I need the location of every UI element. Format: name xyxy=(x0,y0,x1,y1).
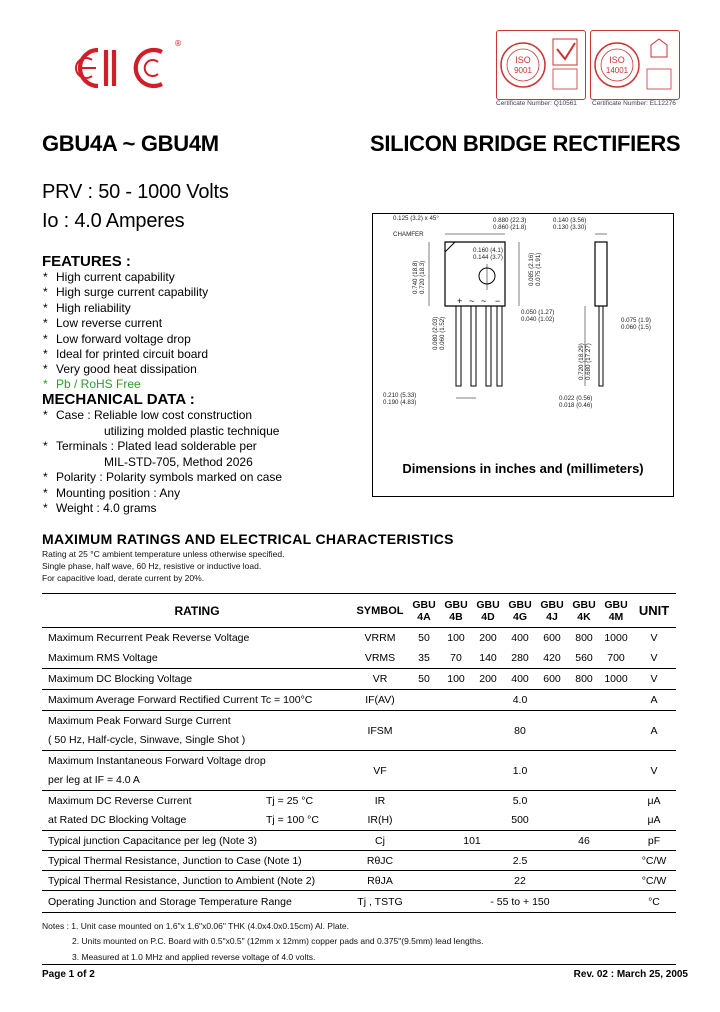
part-header: GBU 4A xyxy=(408,594,440,628)
table-row: Typical Thermal Resistance, Junction to Ambient (Note 2) RθJA 22 °C/W xyxy=(42,871,676,891)
table-row: Operating Junction and Storage Temperature Range Tj , TSTG - 55 to + 150 °C xyxy=(42,891,676,913)
features-list xyxy=(42,270,208,390)
io-spec: Io : 4.0 Amperes xyxy=(42,210,185,232)
list-item: * Mounting position : Any xyxy=(42,486,282,502)
svg-text:0.160 (4.1): 0.160 (4.1) xyxy=(473,247,503,254)
rating-header: RATING xyxy=(42,594,352,628)
registered-mark: ® xyxy=(174,39,182,48)
table-row: Maximum RMS Voltage VRMS 35 70 140 280 420 560 700 V xyxy=(48,652,658,665)
svg-text:0.018 (0.46): 0.018 (0.46) xyxy=(559,402,593,409)
svg-text:0.050 (1.27): 0.050 (1.27) xyxy=(521,309,555,316)
part-header: GBU 4K xyxy=(568,594,600,628)
svg-text:0.125 (3.2) x 45°: 0.125 (3.2) x 45° xyxy=(393,215,439,222)
rating-note: For capacitive load, derate current by 20%. xyxy=(42,573,205,583)
list-item-rohs: * Pb / RoHS Free xyxy=(42,378,208,390)
mechanical-list xyxy=(42,408,282,517)
svg-text:0.060 (1.5): 0.060 (1.5) xyxy=(621,324,651,331)
list-item: * High current capability xyxy=(42,270,208,285)
svg-text:0.880 (22.3): 0.880 (22.3) xyxy=(493,217,527,224)
svg-text:ISO: ISO xyxy=(515,55,531,65)
page-title: SILICON BRIDGE RECTIFIERS xyxy=(370,131,681,156)
mechanical-heading: MECHANICAL DATA : xyxy=(42,391,195,408)
svg-text:0.740 (18.8): 0.740 (18.8) xyxy=(412,260,419,294)
svg-text:0.075 (1.91): 0.075 (1.91) xyxy=(535,252,542,286)
table-row: Typical junction Capacitance per leg (Note 3) Cj 101 46 pF xyxy=(42,831,676,851)
note-line: 2. Units mounted on P.C. Board with 0.5"x0.5" (12mm x 12mm) copper pads and 0.375"(9.5mm) lead lengths. xyxy=(72,936,484,946)
table-row: Maximum Recurrent Peak Reverse Voltage VRRM 50 100 200 400 600 800 1000 V xyxy=(42,628,676,649)
note-line: Notes : 1. Unit case mounted on 1.6"x 1.6"x0.06" THK (4.0x4.0x0.15cm) Al. Plate. xyxy=(42,921,350,931)
svg-text:0.720 (18.3): 0.720 (18.3) xyxy=(419,260,426,294)
ratings-heading: MAXIMUM RATINGS AND ELECTRICAL CHARACTERISTICS xyxy=(42,531,454,547)
svg-text:0.022 (0.56): 0.022 (0.56) xyxy=(559,395,593,402)
svg-text:0.080 (2.03): 0.080 (2.03) xyxy=(432,316,439,350)
part-header: GBU 4D xyxy=(472,594,504,628)
list-item: * Very good heat dissipation xyxy=(42,362,208,377)
list-item: * Terminals : Plated lead solderable per xyxy=(42,439,282,455)
list-item: * High surge current capability xyxy=(42,285,208,300)
part-header: GBU 4J xyxy=(536,594,568,628)
part-number: GBU4A ~ GBU4M xyxy=(42,131,219,156)
iso-9001-badge xyxy=(496,30,586,100)
table-row: Typical Thermal Resistance, Junction to Case (Note 1) RθJC 2.5 °C/W xyxy=(42,851,676,871)
list-item: * High reliability xyxy=(42,301,208,316)
svg-text:0.720 (18.29): 0.720 (18.29) xyxy=(578,343,585,380)
svg-text:ISO: ISO xyxy=(609,55,625,65)
svg-text:0.860 (21.8): 0.860 (21.8) xyxy=(493,224,527,231)
cert-caption: Certificate Number: EL12276 xyxy=(592,100,676,107)
list-item: * Case : Reliable low cost construction xyxy=(42,408,282,424)
dimension-caption: Dimensions in inches and (millimeters) xyxy=(402,461,644,476)
note-line: 3. Measured at 1.0 MHz and applied reverse voltage of 4.0 volts. xyxy=(72,952,316,962)
table-row: Maximum Instantaneous Forward Voltage drop per leg at IF = 4.0 A VF 1.0 V xyxy=(42,751,676,791)
list-item: * Low reverse current xyxy=(42,316,208,331)
list-item: * Ideal for printed circuit board xyxy=(42,347,208,362)
svg-text:0.130 (3.30): 0.130 (3.30) xyxy=(553,224,587,231)
svg-text:~: ~ xyxy=(481,296,487,306)
table-row: Maximum DC Blocking Voltage VR 50 100 200 400 600 800 1000 V xyxy=(42,669,676,690)
footer-divider xyxy=(42,964,676,965)
part-header: GBU 4M xyxy=(600,594,632,628)
part-header: GBU 4G xyxy=(504,594,536,628)
unit-header: UNIT xyxy=(632,594,676,628)
svg-text:0.680 (17.27): 0.680 (17.27) xyxy=(585,343,592,380)
svg-text:0.190 (4.83): 0.190 (4.83) xyxy=(383,399,417,406)
table-header-row xyxy=(42,594,676,628)
table-row: Maximum DC Reverse Current Tj = 25 °C IR 5.0 μA xyxy=(42,791,676,811)
svg-text:14001: 14001 xyxy=(605,66,629,75)
svg-text:0.060 (1.52): 0.060 (1.52) xyxy=(439,316,446,350)
svg-text:0.040 (1.02): 0.040 (1.02) xyxy=(521,316,555,323)
svg-text:0.075 (1.9): 0.075 (1.9) xyxy=(621,317,651,324)
list-item: MIL-STD-705, Method 2026 xyxy=(104,454,253,469)
rating-note: Single phase, half wave, 60 Hz, resistive or inductive load. xyxy=(42,561,262,571)
table-row: at Rated DC Blocking Voltage Tj = 100 °C IR(H) 500 μA xyxy=(48,814,661,827)
svg-text:0.144 (3.7): 0.144 (3.7) xyxy=(473,254,503,261)
svg-text:CHAMFER: CHAMFER xyxy=(393,231,424,238)
revision-date: Rev. 02 : March 25, 2005 xyxy=(573,969,688,980)
table-row: Maximum Peak Forward Surge Current ( 50 Hz, Half-cycle, Sinwave, Single Shot ) IFSM 80 A xyxy=(42,711,676,751)
svg-text:+: + xyxy=(457,296,463,306)
svg-text:0.085 (2.16): 0.085 (2.16) xyxy=(528,252,535,286)
dimension-drawing xyxy=(372,213,674,497)
svg-text:0.210 (5.33): 0.210 (5.33) xyxy=(383,392,417,399)
list-item: * Weight : 4.0 grams xyxy=(42,501,282,517)
svg-text:~: ~ xyxy=(469,296,475,306)
list-item: utilizing molded plastic technique xyxy=(104,423,280,438)
svg-text:9001: 9001 xyxy=(514,66,532,75)
list-item: * Low forward voltage drop xyxy=(42,332,208,347)
eic-logo xyxy=(58,38,188,98)
part-header: GBU 4B xyxy=(440,594,472,628)
svg-text:0.140 (3.56): 0.140 (3.56) xyxy=(553,217,587,224)
page-number: Page 1 of 2 xyxy=(42,969,95,980)
symbol-header: SYMBOL xyxy=(352,594,408,628)
svg-text:−: − xyxy=(495,296,501,306)
prv-spec: PRV : 50 - 1000 Volts xyxy=(42,181,229,203)
cert-caption: Certificate Number: Q10561 xyxy=(496,100,577,107)
iso-14001-badge xyxy=(590,30,680,100)
features-heading: FEATURES : xyxy=(42,253,131,270)
table-row: Maximum Average Forward Rectified Current Tc = 100°C IF(AV) 4.0 A xyxy=(42,690,676,711)
list-item: * Polarity : Polarity symbols marked on case xyxy=(42,470,282,486)
rating-note: Rating at 25 °C ambient temperature unless otherwise specified. xyxy=(42,549,285,559)
ratings-table xyxy=(42,593,676,913)
